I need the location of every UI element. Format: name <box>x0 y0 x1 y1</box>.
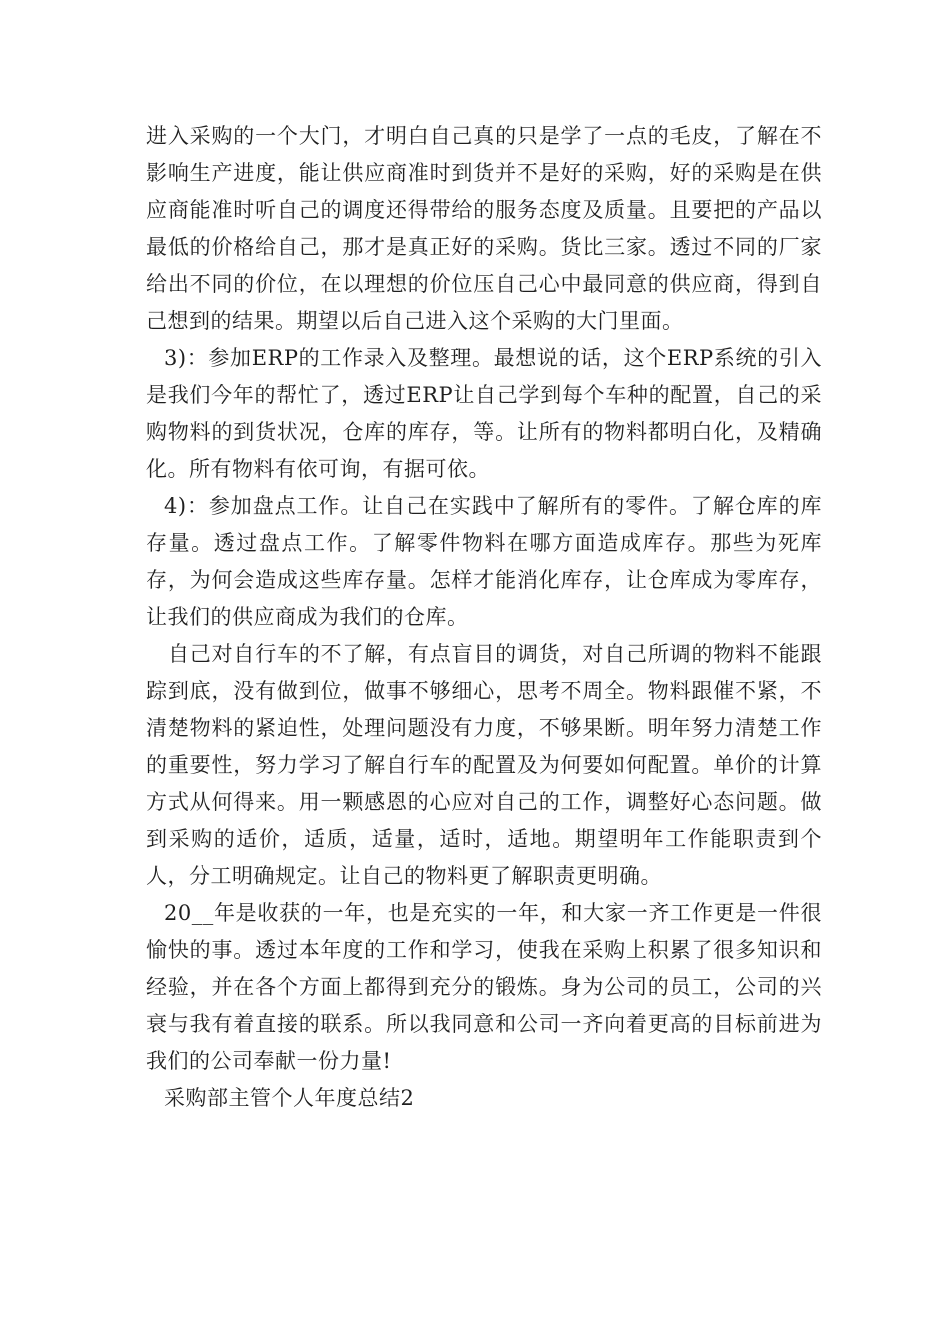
paragraph-year-summary: 20__年是收获的一年，也是充实的一年，和大家一齐工作更是一件很愉快的事。透过本年度的工作和学习，使我在采购上积累了很多知识和经验，并在各个方面上都得到充分的锻炼。身为公司的员工，公司的兴衰与我有着直接的联系。所以我同意和公司一齐向着更高的目标前进为我们的公司奉献一份力量! <box>146 901 822 1073</box>
paragraph-purchasing-gate: 进入采购的一个大门，才明白自己真的只是学了一点的毛皮，了解在不影响生产进度，能让供应商准时到货并不是好的采购，好的采购是在供应商能准时听自己的调度还得带给的服务态度及质量。且要把的产品以最低的价格给自己，那才是真正好的采购。货比三家。透过不同的厂家给出不同的价位，在以理想的价位压自己心中最同意的供应商，得到自己想到的结果。期望以后自己进入这个采购的大门里面。 <box>146 124 822 333</box>
section-heading: 采购部主管个人年度总结2 <box>164 1086 415 1110</box>
paragraph-erp-entry: 3)：参加ERP的工作录入及整理。最想说的话，这个ERP系统的引入是我们今年的帮忙了，透过ERP让自己学到每个车种的配置，自己的采购物料的到货状况，仓库的库存，等。让所有的物料都明白化，及精确化。所有物料有依可询，有据可依。 <box>146 346 822 481</box>
paragraph-inventory-count: 4)：参加盘点工作。让自己在实践中了解所有的零件。了解仓库的库存量。透过盘点工作。了解零件物料在哪方面造成库存。那些为死库存，为何会造成这些库存量。怎样才能消化库存，让仓库成为零库存，让我们的供应商成为我们的仓库。 <box>146 494 822 629</box>
document-body <box>146 118 822 1117</box>
paragraph-self-reflection: 自己对自行车的不了解，有点盲目的调货，对自己所调的物料不能跟踪到底，没有做到位，做事不够细心，思考不周全。物料跟催不紧，不清楚物料的紧迫性，处理问题没有力度，不够果断。明年努力清楚工作的重要性，努力学习了解自行车的配置及为何要如何配置。单价的计算方式从何得来。用一颗感恩的心应对自己的工作，调整好心态问题。做到采购的适价，适质，适量，适时，适地。期望明年工作能职责到个人，分工明确规定。让自己的物料更了解职责更明确。 <box>146 642 822 888</box>
